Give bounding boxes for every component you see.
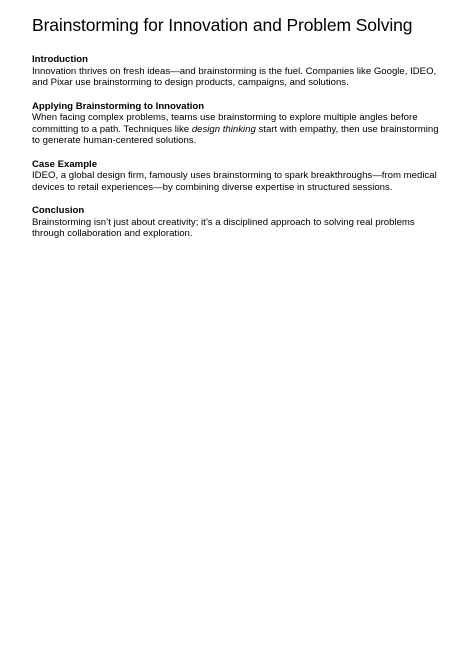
section-conclusion xyxy=(32,205,442,240)
section-introduction xyxy=(32,54,442,89)
section-heading: Introduction xyxy=(32,54,88,65)
section-body xyxy=(32,112,442,147)
section-body: IDEO, a global design firm, famously uses brainstorming to spark breakthroughs—from medical devices to retail experiences—by combining diverse expertise in structured sessions. xyxy=(32,170,437,193)
section-heading: Case Example xyxy=(32,158,98,170)
section-case-example xyxy=(32,159,442,194)
body-text: start with empathy, then use brainstorming to generate human-centered solutions. xyxy=(32,123,439,146)
document-title: Brainstorming for Innovation and Problem Solving xyxy=(32,15,413,35)
section-heading: Conclusion xyxy=(32,205,85,216)
section-body: Brainstorming isn’t just about creativity; it’s a disciplined approach to solving real problems through collaboration and exploration. xyxy=(32,216,415,239)
body-text: When facing complex problems, teams use brainstorming to explore multiple angles before committing to a path. Techniques like xyxy=(32,112,418,135)
section-heading: Applying Brainstorming to Innovation xyxy=(32,100,205,112)
emphasis-text: design thinking xyxy=(191,123,256,135)
section-applying-brainstorming xyxy=(32,101,442,147)
section-body: Innovation thrives on fresh ideas—and brainstorming is the fuel. Companies like Google, IDEO, and Pixar use brainstorming to design products, campaigns, and solutions. xyxy=(32,65,437,88)
